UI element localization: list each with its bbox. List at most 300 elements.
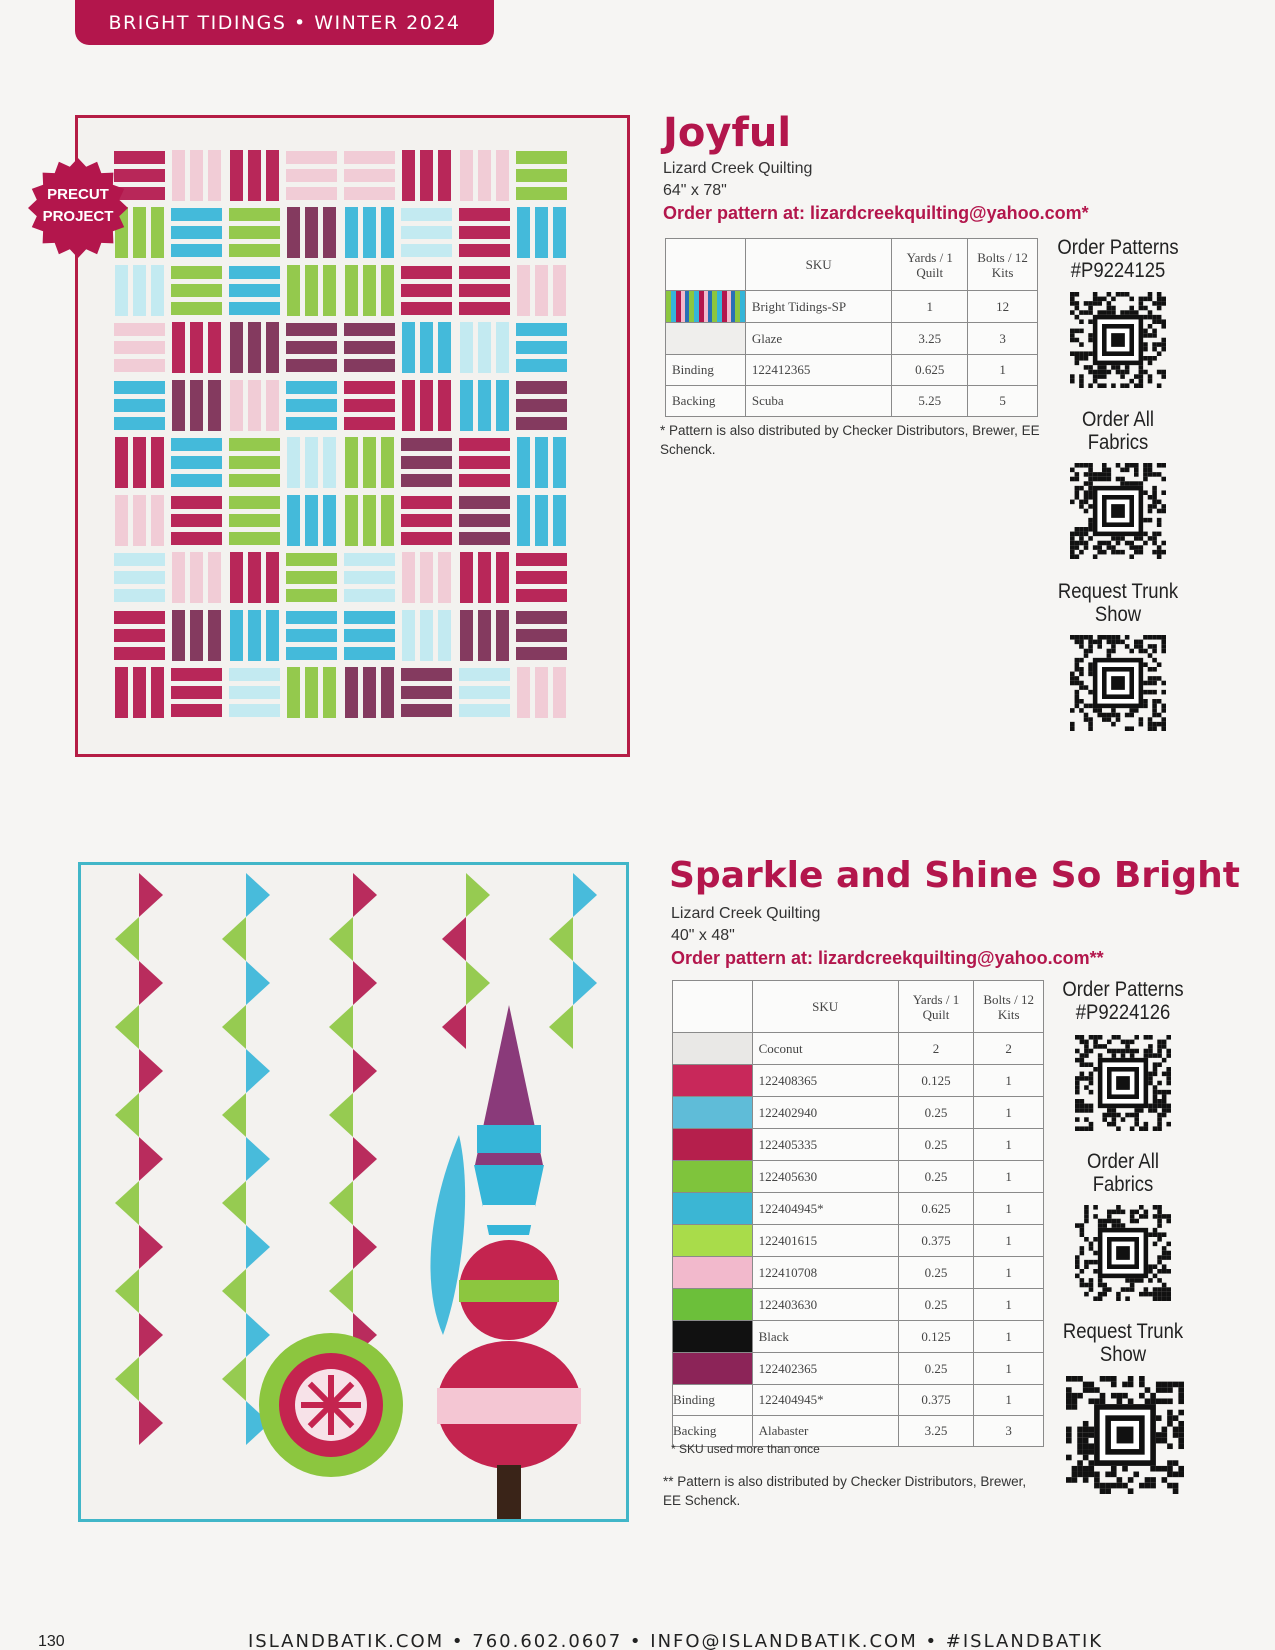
qr-module <box>1107 468 1112 473</box>
qr-modules <box>1066 1376 1184 1494</box>
qr-module <box>1079 532 1084 537</box>
qr-module <box>1112 1035 1117 1040</box>
sku-cell: 122412365 <box>745 355 892 386</box>
quilt-strip <box>344 629 395 642</box>
qr-module <box>1116 463 1121 468</box>
fabric-swatch <box>673 1097 753 1129</box>
qr-module <box>1161 477 1166 482</box>
quilt-strip <box>420 552 433 603</box>
quilt-strip <box>286 589 337 602</box>
qr-module <box>1111 713 1116 718</box>
bunting-flag <box>115 1269 139 1313</box>
qr-module <box>1079 500 1084 505</box>
qr-module <box>1130 1113 1135 1118</box>
qr-module <box>1075 635 1080 640</box>
qr-module <box>1084 1292 1089 1297</box>
qr-module <box>1162 1432 1168 1438</box>
qr-code-icon[interactable] <box>1070 292 1166 388</box>
quilt-strip <box>401 668 452 681</box>
qr-module <box>1084 490 1089 495</box>
qr-module <box>1120 383 1125 388</box>
qr-module <box>1157 1049 1162 1054</box>
ornament-stem <box>497 1465 521 1519</box>
qr-module <box>1148 297 1153 302</box>
qr-module <box>1148 690 1153 695</box>
qr-module <box>1083 1421 1089 1427</box>
qr-module <box>1162 1296 1167 1301</box>
quilt-strip <box>266 150 279 201</box>
qr-code-icon[interactable] <box>1070 635 1166 731</box>
quilt-strip <box>286 629 337 642</box>
qr-module <box>1097 541 1102 546</box>
quilt-strip <box>460 610 473 661</box>
qr-module <box>1130 1210 1135 1215</box>
qr-module <box>1075 1076 1080 1081</box>
qr-module <box>1134 1113 1139 1118</box>
quilt-strip <box>286 169 337 182</box>
quilt-strip <box>344 359 395 372</box>
sku-header: SKU <box>752 981 898 1033</box>
qr-module <box>1157 1278 1162 1283</box>
qr-module <box>1148 315 1153 320</box>
qr-module <box>1107 477 1112 482</box>
qr-module <box>1150 1393 1156 1399</box>
qr-module <box>1100 1398 1106 1404</box>
qr-module <box>1072 1472 1078 1478</box>
qr-module <box>1105 1472 1111 1478</box>
bunting-flag <box>115 1093 139 1137</box>
quilt-strip <box>516 381 567 394</box>
qr-module <box>1148 356 1153 361</box>
qr-module <box>1125 1287 1130 1292</box>
quilt-strip <box>459 668 510 681</box>
qr-module <box>1120 292 1125 297</box>
quilt-strip <box>287 437 300 488</box>
qr-module <box>1098 1053 1103 1058</box>
qr-module <box>1162 1283 1167 1288</box>
quilt-strip <box>420 380 433 431</box>
project2-fabric-table <box>672 980 1044 1447</box>
qr-module <box>1152 658 1157 663</box>
qr-module <box>1162 1232 1167 1237</box>
qr-module <box>1152 704 1157 709</box>
qr-module <box>1072 1393 1078 1399</box>
yards-cell: 0.25 <box>898 1353 974 1385</box>
qr-module <box>1162 1382 1168 1388</box>
qr-module <box>1125 713 1130 718</box>
project1-order-link[interactable]: Order pattern at: lizardcreekquilting@yahoo.com* <box>663 203 1089 223</box>
qr-module <box>1102 1044 1107 1049</box>
qr-module <box>1148 379 1153 384</box>
qr-module <box>1130 1278 1135 1283</box>
quilt-strip <box>171 244 222 257</box>
qr-module <box>1080 1251 1085 1256</box>
qr-module <box>1120 374 1125 379</box>
qr-module <box>1093 472 1098 477</box>
qr-module <box>1066 1398 1072 1404</box>
quilt-strip <box>114 647 165 660</box>
qr-module <box>1102 365 1107 370</box>
qr-module <box>1094 1477 1100 1483</box>
qr-code-icon[interactable] <box>1070 463 1166 559</box>
qr-module <box>1152 329 1157 334</box>
qr-module <box>1079 550 1084 555</box>
bunting-flag <box>222 1005 246 1049</box>
qr-module <box>1153 1205 1158 1210</box>
qr-module <box>1125 310 1130 315</box>
qr-module <box>1116 640 1121 645</box>
qr-module <box>1156 1466 1162 1472</box>
yards-cell: 0.125 <box>898 1321 974 1353</box>
qr-module <box>1070 292 1075 297</box>
qr-module <box>1107 1210 1112 1215</box>
qr-module <box>1102 472 1107 477</box>
qr-module <box>1134 481 1139 486</box>
qr-module <box>1117 1477 1123 1483</box>
qr-module <box>1084 500 1089 505</box>
qr-finder-core <box>1116 1076 1130 1090</box>
qr-module <box>1120 310 1125 315</box>
qr-module <box>1157 722 1162 727</box>
bolts-cell: 1 <box>974 1257 1044 1289</box>
qr-module <box>1143 356 1148 361</box>
qr-modules <box>1070 292 1166 388</box>
qr-module <box>1162 1044 1167 1049</box>
quilt-strip <box>516 417 567 430</box>
qr-module <box>1143 472 1148 477</box>
qr-finder-core <box>1111 333 1125 347</box>
qr-module <box>1161 690 1166 695</box>
qr2-label: Order All Fabrics <box>1082 408 1154 454</box>
quilt-strip <box>286 571 337 584</box>
qr-module <box>1084 704 1089 709</box>
qr-module <box>1143 468 1148 473</box>
qr-module <box>1178 1393 1184 1399</box>
qr-module <box>1088 1382 1094 1388</box>
qr-module <box>1148 1053 1153 1058</box>
qr-module <box>1153 1108 1158 1113</box>
qr-module <box>1097 545 1102 550</box>
bolts-header: Bolts / 12 Kits <box>974 981 1044 1033</box>
qr-module <box>1075 495 1080 500</box>
qr-module <box>1157 554 1162 559</box>
qr-module <box>1084 481 1089 486</box>
qr-code-icon[interactable] <box>1075 1035 1171 1131</box>
quilt-strip <box>287 265 300 316</box>
qr-module <box>1161 644 1166 649</box>
quilt-strip <box>401 438 452 451</box>
qr-module <box>1162 1214 1167 1219</box>
qr-module <box>1080 1035 1085 1040</box>
ornament-band <box>477 1125 541 1153</box>
quilt-strip <box>171 226 222 239</box>
qr-module <box>1157 1053 1162 1058</box>
qr-module <box>1088 319 1093 324</box>
qr-module <box>1107 640 1112 645</box>
qr-module <box>1148 310 1153 315</box>
qr-module <box>1134 374 1139 379</box>
qr-module <box>1167 1443 1173 1449</box>
qr-module <box>1070 310 1075 315</box>
qr-module <box>1157 545 1162 550</box>
qr-module <box>1077 1438 1083 1444</box>
quilt-strip <box>133 667 146 718</box>
qr-module <box>1066 1387 1072 1393</box>
qr-module <box>1156 1438 1162 1444</box>
qr-module <box>1102 1219 1107 1224</box>
qr-module <box>1153 1126 1158 1131</box>
qr-module <box>1102 463 1107 468</box>
quilt-strip <box>438 150 451 201</box>
qr-module <box>1097 383 1102 388</box>
qr-module <box>1093 1040 1098 1045</box>
quilt-strip <box>266 322 279 373</box>
qr-module <box>1162 1104 1167 1109</box>
qr-module <box>1093 1044 1098 1049</box>
qr-module <box>1093 1214 1098 1219</box>
quilt-strip <box>323 265 336 316</box>
quilt-strip <box>344 341 395 354</box>
qr-module <box>1079 374 1084 379</box>
qr-module <box>1084 1044 1089 1049</box>
bunting-flag <box>329 1005 353 1049</box>
qr-module <box>1088 527 1093 532</box>
qr-module <box>1143 315 1148 320</box>
qr-module <box>1112 1108 1117 1113</box>
quilt-strip <box>496 380 509 431</box>
qr-module <box>1075 1223 1080 1228</box>
qr-modules <box>1075 1205 1171 1301</box>
publication-header: BRIGHT TIDINGS • WINTER 2024 <box>75 0 494 45</box>
qr-module <box>1107 1113 1112 1118</box>
quilt-strip <box>208 150 221 201</box>
qr-module <box>1152 472 1157 477</box>
qr-module <box>1144 1287 1149 1292</box>
quilt-strip <box>363 207 376 258</box>
qr-module <box>1088 351 1093 356</box>
qr-module <box>1148 1104 1153 1109</box>
qr-modules <box>1070 463 1166 559</box>
qr-module <box>1072 1404 1078 1410</box>
sku-cell: Alabaster <box>752 1416 898 1447</box>
qr-module <box>1080 1223 1085 1228</box>
bunting-flag <box>222 1357 246 1401</box>
qr-module <box>1152 681 1157 686</box>
quilt-strip <box>381 265 394 316</box>
qr-module <box>1125 370 1130 375</box>
qr-module <box>1139 545 1144 550</box>
qr-module <box>1070 541 1075 546</box>
qr-module <box>1080 1040 1085 1045</box>
qr-module <box>1070 708 1075 713</box>
quilt-strip <box>459 456 510 469</box>
qr-module <box>1157 1296 1162 1301</box>
quilt-strip <box>266 610 279 661</box>
qr-code-icon[interactable] <box>1066 1376 1184 1494</box>
qr-module <box>1093 301 1098 306</box>
qr-module <box>1079 681 1084 686</box>
qr-module <box>1128 1488 1134 1494</box>
qr-module <box>1144 1035 1149 1040</box>
quilt-strip <box>401 226 452 239</box>
qr-module <box>1139 644 1144 649</box>
qr-module <box>1153 1232 1158 1237</box>
qr-module <box>1150 1477 1156 1483</box>
quilt-strip <box>459 226 510 239</box>
qr-module <box>1111 1382 1117 1388</box>
qr-module <box>1089 1278 1094 1283</box>
quilt-strip <box>286 417 337 430</box>
table-row <box>673 1065 1044 1097</box>
qr-module <box>1167 1410 1173 1416</box>
quilt-strip <box>114 359 165 372</box>
qr-module <box>1084 1260 1089 1265</box>
qr-module <box>1178 1427 1184 1433</box>
qr-module <box>1093 1067 1098 1072</box>
qr-module <box>1088 370 1093 375</box>
qr-module <box>1077 1427 1083 1433</box>
qr-module <box>1070 468 1075 473</box>
qr-module <box>1084 463 1089 468</box>
qr-module <box>1075 1274 1080 1279</box>
qr-module <box>1143 532 1148 537</box>
quilt-strip <box>133 495 146 546</box>
qr-module <box>1111 536 1116 541</box>
qr-module <box>1089 1104 1094 1109</box>
qr-module <box>1088 726 1093 731</box>
quilt-strip <box>496 552 509 603</box>
qr-module <box>1152 699 1157 704</box>
qr-module <box>1072 1477 1078 1483</box>
qr-module <box>1075 527 1080 532</box>
qr-module <box>1075 545 1080 550</box>
qr-module <box>1157 1214 1162 1219</box>
qr-module <box>1084 351 1089 356</box>
quilt-strip <box>459 438 510 451</box>
yards-cell: 1 <box>892 291 968 323</box>
qr-module <box>1088 504 1093 509</box>
qr-module <box>1139 550 1144 555</box>
qr-module <box>1157 351 1162 356</box>
bolts-cell: 1 <box>974 1065 1044 1097</box>
quilt-strip <box>363 667 376 718</box>
bunting-flag <box>246 1049 270 1093</box>
qr-module <box>1157 500 1162 505</box>
qr-module <box>1111 545 1116 550</box>
qr-module <box>1075 338 1080 343</box>
qr-module <box>1072 1398 1078 1404</box>
qr-module <box>1134 644 1139 649</box>
quilt-strip <box>553 495 566 546</box>
qr-module <box>1139 536 1144 541</box>
quilt-strip <box>535 437 548 488</box>
qr-module <box>1161 509 1166 514</box>
qr-module <box>1075 1058 1080 1063</box>
quilt-strip <box>460 552 473 603</box>
qr-module <box>1129 481 1134 486</box>
quilt-strip <box>133 437 146 488</box>
bolts-cell: 1 <box>974 1321 1044 1353</box>
bunting-flag <box>222 1093 246 1137</box>
qr-module <box>1129 649 1134 654</box>
qr-module <box>1144 1122 1149 1127</box>
ornament-teardrop <box>430 1135 465 1335</box>
qr-module <box>1093 545 1098 550</box>
qr-module <box>1153 1053 1158 1058</box>
sku-cell: 122404945* <box>752 1193 898 1225</box>
qr-module <box>1107 545 1112 550</box>
quilt-strip <box>459 496 510 509</box>
qr-module <box>1077 1432 1083 1438</box>
qr-module <box>1075 554 1080 559</box>
quilt-strip <box>535 265 548 316</box>
qr6-label: Request Trunk Show <box>1062 1320 1184 1366</box>
qr-module <box>1102 1113 1107 1118</box>
qr-module <box>1102 713 1107 718</box>
qr-module <box>1128 1477 1134 1483</box>
qr-module <box>1143 518 1148 523</box>
qr-module <box>1088 1460 1094 1466</box>
swatch-header <box>673 981 753 1033</box>
bolts-cell: 1 <box>974 1097 1044 1129</box>
qr-module <box>1084 301 1089 306</box>
qr-module <box>1075 315 1080 320</box>
qr-module <box>1083 1387 1089 1393</box>
qr-module <box>1093 292 1098 297</box>
qr-module <box>1157 713 1162 718</box>
qr-code-icon[interactable] <box>1075 1205 1171 1301</box>
qr-module <box>1097 635 1102 640</box>
qr-module <box>1070 351 1075 356</box>
qr-module <box>1116 536 1121 541</box>
quilt-strip <box>344 417 395 430</box>
qr-module <box>1152 486 1157 491</box>
qr-module <box>1070 536 1075 541</box>
qr-module <box>1079 640 1084 645</box>
quilt-strip <box>553 207 566 258</box>
quilt-strip <box>151 667 164 718</box>
qr-module <box>1125 292 1130 297</box>
qr-module <box>1100 1483 1106 1489</box>
qr-module <box>1161 342 1166 347</box>
qr-module <box>1111 1376 1117 1382</box>
qr-module <box>1156 1382 1162 1388</box>
table-row <box>673 1097 1044 1129</box>
qr-module <box>1080 1058 1085 1063</box>
qr-module <box>1088 518 1093 523</box>
qr-module <box>1134 1035 1139 1040</box>
qr-module <box>1162 1398 1168 1404</box>
quilt-strip <box>345 667 358 718</box>
qr-module <box>1120 468 1125 473</box>
qr-module <box>1143 329 1148 334</box>
quilt-strip <box>115 265 128 316</box>
quilt-strip <box>516 553 567 566</box>
qr-module <box>1152 356 1157 361</box>
qr-module <box>1157 532 1162 537</box>
project2-order-link[interactable]: Order pattern at: lizardcreekquilting@yahoo.com** <box>671 948 1104 968</box>
swatch-glaze <box>666 323 746 355</box>
qr-module <box>1075 658 1080 663</box>
qr-module <box>1130 1283 1135 1288</box>
quilt-strip <box>478 322 491 373</box>
quilt-strip <box>344 323 395 336</box>
bunting-flag <box>139 1137 163 1181</box>
qr-module <box>1148 717 1153 722</box>
qr-module <box>1152 708 1157 713</box>
qr-module <box>1129 310 1134 315</box>
qr-module <box>1157 383 1162 388</box>
